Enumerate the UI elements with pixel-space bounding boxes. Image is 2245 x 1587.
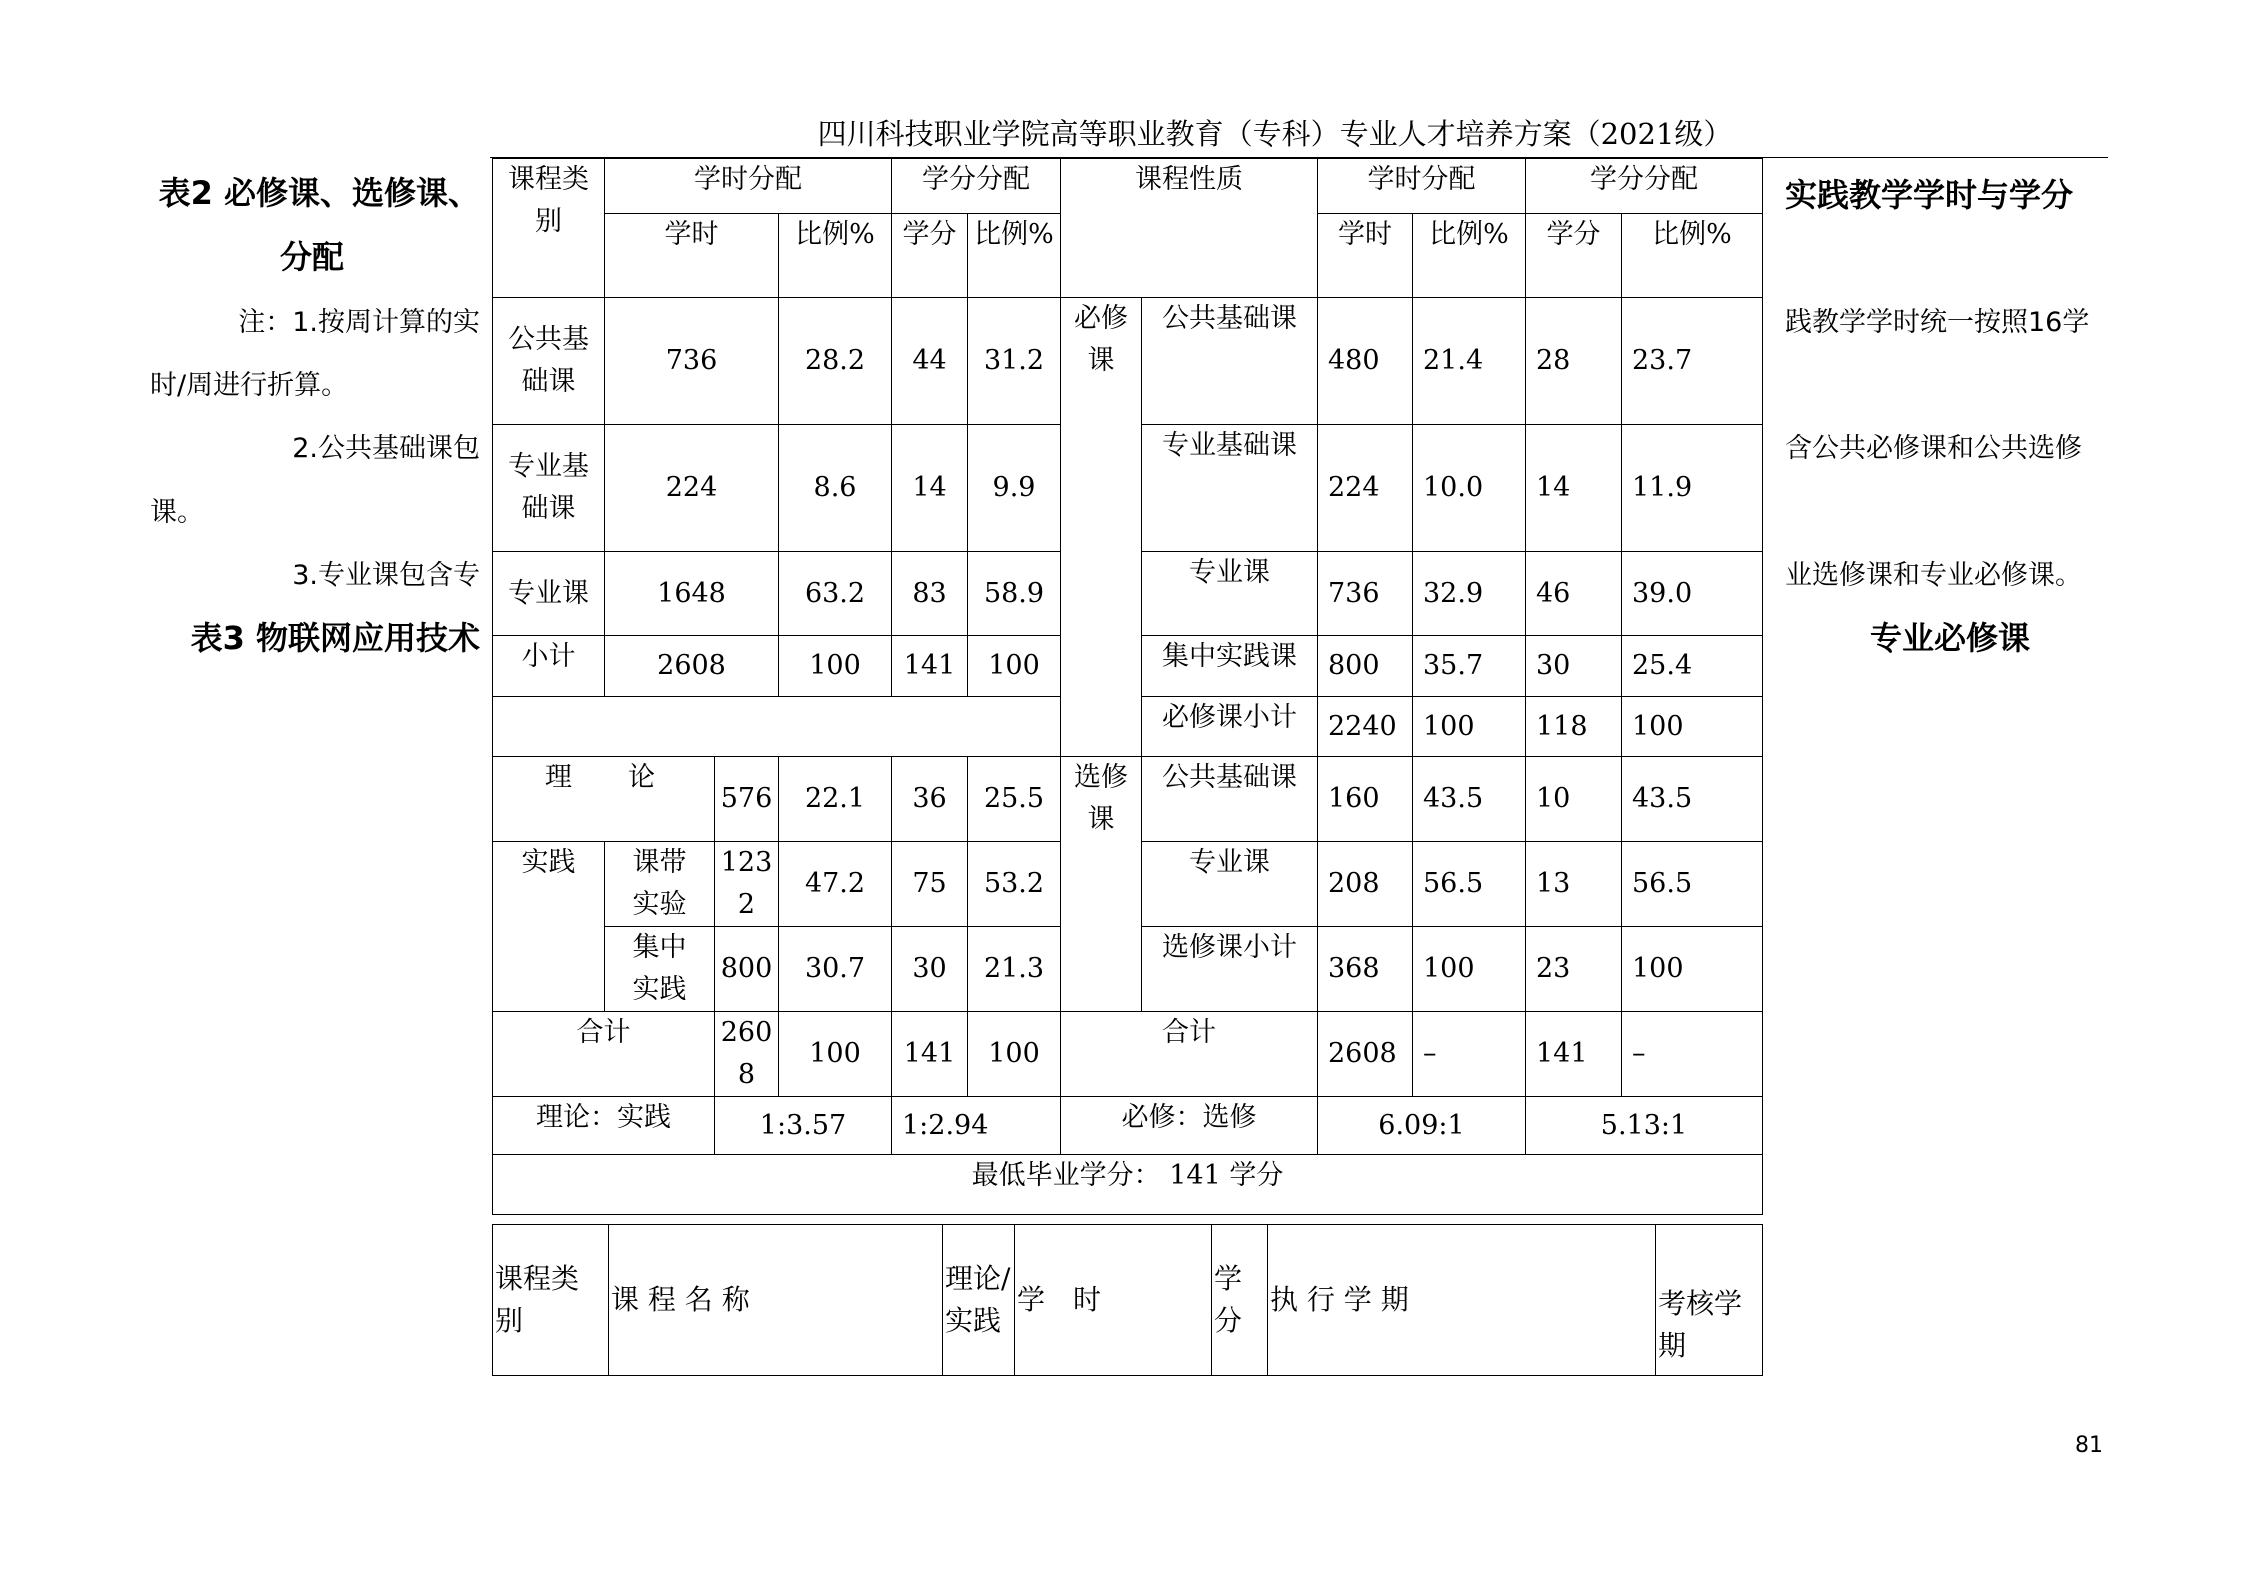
h-nature: 课程性质 bbox=[1061, 159, 1318, 298]
h3-credits: 学分 bbox=[1212, 1225, 1268, 1376]
table-row: 小计 2608 100 141 100 集中实践课 800 35.7 30 25.4 bbox=[493, 636, 1763, 697]
h-hours-alloc: 学时分配 bbox=[605, 159, 892, 214]
h3-theory-practice: 理论/实践 bbox=[943, 1225, 1015, 1376]
h-course-type: 课程类别 bbox=[493, 159, 605, 298]
note-2: 2.公共基础课包 bbox=[292, 433, 480, 464]
course-plan-header-table bbox=[492, 1224, 1763, 1376]
right-line-1: 践教学学时统一按照16学 bbox=[1785, 307, 2090, 338]
right-line-2: 含公共必修课和公共选修 bbox=[1785, 433, 2082, 464]
page-header: 四川科技职业学院高等职业教育（专科）专业人才培养方案（2021级） bbox=[817, 117, 1733, 151]
h-credit-2: 学分 bbox=[1526, 214, 1622, 298]
table3-title: 表3 物联网应用技术 bbox=[190, 619, 480, 657]
h-ratio-4: 比例% bbox=[1622, 214, 1763, 298]
min-credits: 最低毕业学分： 141 学分 bbox=[493, 1155, 1763, 1215]
note-2b: 课。 bbox=[150, 497, 204, 528]
table2-title-b: 分配 bbox=[280, 238, 345, 276]
h-ratio-2: 比例% bbox=[968, 214, 1061, 298]
h-hours-alloc-2: 学时分配 bbox=[1318, 159, 1526, 214]
table-row: 理论：实践 1:3.57 1:2.94 必修：选修 6.09:1 5.13:1 bbox=[493, 1097, 1763, 1155]
h-credit: 学分 bbox=[892, 214, 968, 298]
note-1b: 时/周进行折算。 bbox=[150, 370, 349, 401]
required-label: 必修课 bbox=[1061, 298, 1142, 757]
table-row: 必修课小计 2240 100 118 100 bbox=[493, 697, 1763, 757]
table-row: 理 论 576 22.1 36 25.5 选修课 公共基础课 160 43.5 10 43.5 bbox=[493, 757, 1763, 842]
h-ratio: 比例% bbox=[779, 214, 892, 298]
note-1: 注：1.按周计算的实 bbox=[238, 307, 480, 338]
table-row bbox=[493, 1155, 1763, 1215]
right-title: 实践教学学时与学分 bbox=[1785, 176, 2074, 214]
practice-label: 实践 bbox=[493, 842, 605, 1012]
h-hours-2: 学时 bbox=[1318, 214, 1413, 298]
table-row: 专业课 1648 63.2 83 58.9 专业课 736 32.9 46 39.0 bbox=[493, 552, 1763, 636]
h-hours: 学时 bbox=[605, 214, 779, 298]
table-row: 专业基础课 224 8.6 14 9.9 专业基础课 224 10.0 14 11.9 bbox=[493, 425, 1763, 552]
table-row: 合计 2608 100 141 100 合计 2608 – 141 – bbox=[493, 1012, 1763, 1097]
h-credit-alloc: 学分分配 bbox=[892, 159, 1061, 214]
h3-semester: 执 行 学 期 bbox=[1268, 1225, 1656, 1376]
table-row: 实践 课带实验 1232 47.2 75 53.2 专业课 208 56.5 13 56.5 bbox=[493, 842, 1763, 927]
h-ratio-3: 比例% bbox=[1413, 214, 1526, 298]
table2-title-a: 表2 必修课、选修课、 bbox=[158, 174, 480, 212]
note-3: 3.专业课包含专 bbox=[292, 560, 480, 591]
table-row: 公共基础课 736 28.2 44 31.2 必修课 公共基础课 480 21.4 28 23.7 bbox=[493, 298, 1763, 425]
h-credit-alloc-2: 学分分配 bbox=[1526, 159, 1763, 214]
h3-course-name: 课 程 名 称 bbox=[609, 1225, 943, 1376]
page-number: 81 bbox=[2075, 1433, 2103, 1458]
elective-label: 选修课 bbox=[1061, 757, 1142, 1012]
h3-hours: 学 时 bbox=[1015, 1225, 1212, 1376]
h3-course-type: 课程类别 bbox=[493, 1225, 609, 1376]
credit-distribution-table bbox=[492, 158, 1763, 1215]
table-row: 集中实践 800 30.7 30 21.3 选修课小计 368 100 23 100 bbox=[493, 927, 1763, 1012]
right-line-3: 业选修课和专业必修课。 bbox=[1785, 560, 2082, 591]
h3-exam-semester: 考核学期 bbox=[1656, 1225, 1763, 1376]
right-title-2: 专业必修课 bbox=[1870, 619, 2031, 657]
